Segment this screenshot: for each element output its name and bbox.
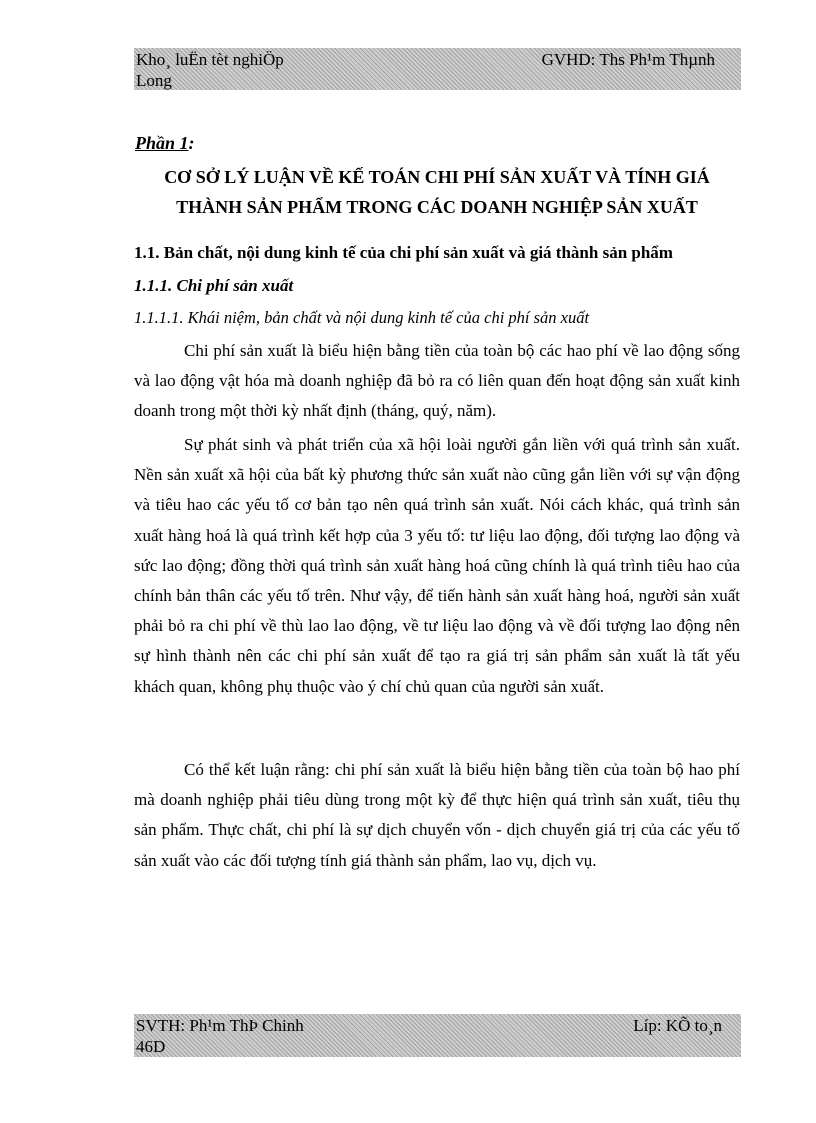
body-paragraph: Sự phát sinh và phát triển của xã hội loài người gắn liền với quá trình sản xuất. Nền sản xuất xã hội của bất kỳ phương thức sản xuất nào cũng gắn liền với sự vận động và tiêu hao các yếu tố cơ bản tạo nên quá trình sản xuất. Nói cách khác, quá trình sản xuất hàng hoá là quá trình kết hợp của 3 yếu tố: tư liệu lao động, đối tượng lao động và sức lao động; đồng thời quá trình sản xuất hàng hoá cũng chính là quá trình tiêu hao của chính bản thân các yếu tố trên. Như vậy, để tiến hành sản xuất hàng hoá, người sản xuất phải bỏ ra chi phí về thù lao lao động, về tư liệu lao động và về đối tượng lao động nên sự hình thành nên các chi phí sản xuất để tạo ra giá trị sản phẩm sản xuất là tất yếu khách quan, không phụ thuộc vào ý chí chủ quan của người sản xuất.: [134, 435, 740, 696]
section-heading-1-1-1: 1.1.1. Chi phí sản xuất: [134, 276, 294, 295]
footer-left-text: SVTH: Ph¹m ThÞ Chinh 46D: [136, 1016, 304, 1056]
page-footer: [134, 1014, 741, 1057]
chapter-title: CƠ SỞ LÝ LUẬN VỀ KẾ TOÁN CHI PHÍ SẢN XUẤT VÀ TÍNH GIÁ THÀNH SẢN PHẨM TRONG CÁC DOANH NGHIỆP SẢN XUẤT: [164, 167, 710, 217]
section-heading-1-1: 1.1. Bản chất, nội dung kinh tế của chi phí sản xuất và giá thành sản phẩm: [134, 243, 673, 262]
body-paragraph: Có thể kết luận rằng: chi phí sản xuất là biểu hiện bằng tiền của toàn bộ hao phí mà doanh nghiệp phải tiêu dùng trong một kỳ để thực hiện quá trình sản xuất, tiêu thụ sản phẩm. Thực chất, chi phí là sự dịch chuyển vốn - dịch chuyển giá trị của các yếu tố sản xuất vào các đối tượng tính giá thành sản phẩm, lao vụ, dịch vụ.: [134, 760, 740, 870]
part-heading: [135, 133, 195, 154]
footer-right-text: Líp: KÕ to¸n: [633, 1016, 722, 1035]
part-heading-colon: :: [188, 133, 195, 153]
part-heading-label: Phần 1: [135, 133, 189, 153]
header-left-text: Kho¸ luËn tèt nghiÖp Long: [136, 50, 284, 90]
body-paragraph: Chi phí sản xuất là biểu hiện bằng tiền của toàn bộ các hao phí về lao động sống và lao động vật hóa mà doanh nghiệp đã bỏ ra có liên quan đến hoạt động sản xuất kinh doanh trong một thời kỳ nhất định (tháng, quý, năm).: [134, 341, 740, 421]
header-right-text: GVHD: Ths Ph¹m Thµnh: [541, 50, 715, 69]
page-header: [134, 48, 741, 90]
section-heading-1-1-1-1: 1.1.1.1. Khái niệm, bản chất và nội dung kinh tế của chi phí sản xuất: [134, 308, 590, 327]
